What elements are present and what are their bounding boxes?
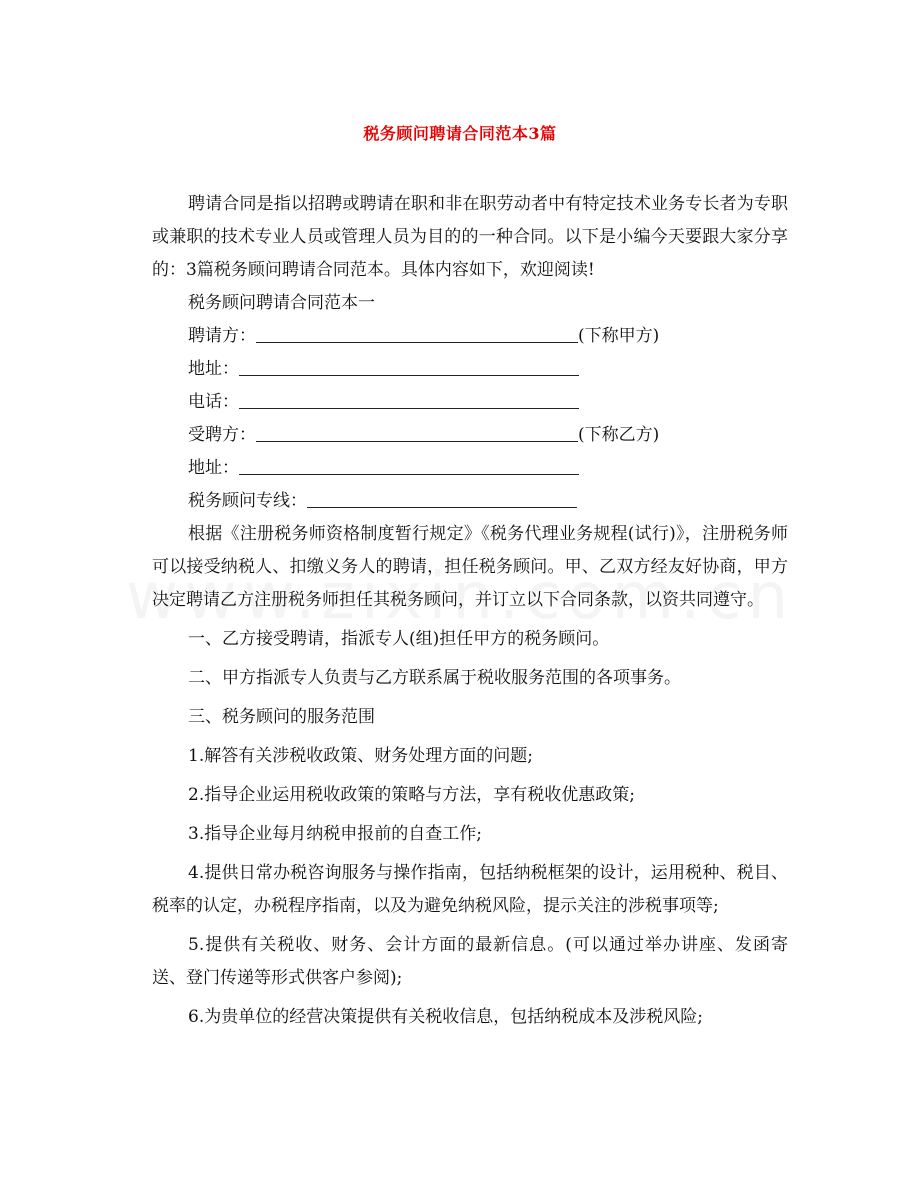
- document-title: 税务顾问聘请合同范本3篇: [363, 124, 557, 143]
- hotline-label: 税务顾问专线：: [188, 491, 307, 511]
- item-5: 5.提供有关税收、财务、会计方面的最新信息。(可以通过举办讲座、发函寄送、登门传递等形式供客户参阅);: [152, 935, 788, 988]
- employee-field: [152, 419, 788, 452]
- clause-3: 三、税务顾问的服务范围: [188, 707, 375, 727]
- address1-field: [152, 353, 788, 386]
- item-1: 1.解答有关涉税收政策、财务处理方面的问题;: [188, 746, 533, 766]
- item-2: 2.指导企业运用税收政策的策略与方法，享有税收优惠政策;: [188, 785, 635, 805]
- clause-1: 一、乙方接受聘请，指派专人(组)担任甲方的税务顾问。: [188, 629, 610, 649]
- employee-suffix: (下称乙方): [578, 425, 660, 445]
- employer-suffix: (下称甲方): [578, 326, 660, 346]
- phone-field: [152, 386, 788, 419]
- employee-blank: [256, 421, 578, 442]
- section-title-text: 税务顾问聘请合同范本一: [188, 293, 375, 313]
- item-3: 3.指导企业每月纳税申报前的自查工作;: [188, 824, 482, 844]
- address1-label: 地址：: [188, 359, 239, 379]
- employer-label: 聘请方：: [188, 326, 256, 346]
- item-6: 6.为贵单位的经营决策提供有关税收信息，包括纳税成本及涉税风险;: [188, 1007, 703, 1027]
- hotline-blank: [307, 487, 577, 508]
- employer-field: [152, 320, 788, 353]
- address2-field: [152, 452, 788, 485]
- document-body: [152, 188, 788, 1034]
- section-title: [152, 287, 788, 320]
- hotline-field: [152, 485, 788, 518]
- address2-label: 地址：: [188, 458, 239, 478]
- phone-label: 电话：: [188, 392, 239, 412]
- clause-2: 二、甲方指派专人负责与乙方联系属于税收服务范围的各项事务。: [188, 668, 681, 688]
- item-4: 4.提供日常办税咨询服务与操作指南，包括纳税框架的设计，运用税种、税目、税率的认定，办税程序指南，以及为避免纳税风险，提示关注的涉税事项等;: [152, 863, 788, 916]
- employer-blank: [256, 322, 578, 343]
- address2-blank: [239, 454, 579, 475]
- basis-paragraph: 根据《注册税务师资格制度暂行规定》《税务代理业务规程(试行)》，注册税务师可以接受纳税人、扣缴义务人的聘请，担任税务顾问。甲、乙双方经友好协商，甲方决定聘请乙方注册税务师担任其税务顾问，并订立以下合同条款，以资共同遵守。: [152, 524, 788, 610]
- address1-blank: [239, 355, 579, 376]
- phone-blank: [239, 388, 579, 409]
- intro-paragraph: 聘请合同是指以招聘或聘请在职和非在职劳动者中有特定技术业务专长者为专职或兼职的技术专业人员或管理人员为目的的一种合同。以下是小编今天要跟大家分享的：3篇税务顾问聘请合同范本。具体内容如下，欢迎阅读!: [152, 194, 788, 280]
- employee-label: 受聘方：: [188, 425, 256, 445]
